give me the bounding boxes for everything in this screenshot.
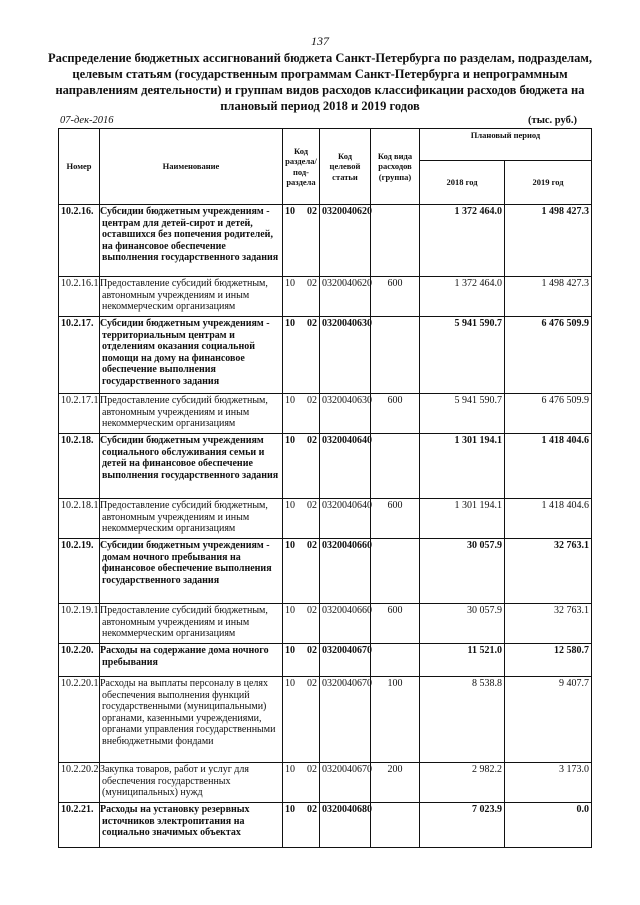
subsection-code: 02 — [307, 395, 317, 406]
row-name: Предоставление субсидий бюджетным, автономным учреждениям и иным некоммерческим организациям — [100, 604, 283, 644]
row-amount-2018: 30 057.9 — [420, 539, 505, 604]
row-amount-2018: 1 372 464.0 — [420, 277, 505, 317]
subsection-code: 02 — [307, 318, 317, 329]
row-article-code: 0320040640 — [320, 499, 371, 539]
row-article-code: 0320040670 — [320, 677, 371, 763]
row-number: 10.2.21. — [59, 803, 100, 848]
row-group-code — [371, 803, 420, 848]
table-body — [59, 205, 592, 848]
row-number: 10.2.20.2 — [59, 763, 100, 803]
row-article-code: 0320040680 — [320, 803, 371, 848]
table-row — [59, 499, 592, 539]
row-section-code — [283, 317, 320, 394]
row-group-code: 600 — [371, 394, 420, 434]
subsection-code: 02 — [307, 435, 317, 446]
row-group-code: 600 — [371, 277, 420, 317]
row-name: Субсидии бюджетным учреждениям социального обслуживания семьи и детей на финансовое обеспечение выполнения государственного задания — [100, 434, 283, 499]
row-group-code — [371, 644, 420, 677]
subsection-code: 02 — [307, 645, 317, 656]
row-group-code — [371, 434, 420, 499]
row-section-code — [283, 763, 320, 803]
section-code: 10 — [285, 645, 295, 656]
row-amount-2019: 1 498 427.3 — [505, 277, 592, 317]
row-article-code: 0320040640 — [320, 434, 371, 499]
section-code: 10 — [285, 435, 295, 446]
row-section-code — [283, 277, 320, 317]
row-amount-2018: 5 941 590.7 — [420, 394, 505, 434]
row-amount-2019: 32 763.1 — [505, 604, 592, 644]
row-name: Субсидии бюджетным учреждениям - центрам для детей-сирот и детей, оставшихся без попечения родителей, на финансовое обеспечение выполнения государственного задания — [100, 205, 283, 277]
row-section-code — [283, 205, 320, 277]
section-code: 10 — [285, 500, 295, 511]
section-code: 10 — [285, 318, 295, 329]
row-section-code — [283, 394, 320, 434]
row-amount-2018: 2 982.2 — [420, 763, 505, 803]
row-name: Расходы на содержание дома ночного пребывания — [100, 644, 283, 677]
row-number: 10.2.18.1 — [59, 499, 100, 539]
table-row — [59, 317, 592, 394]
row-amount-2018: 7 023.9 — [420, 803, 505, 848]
header-number: Номер — [59, 129, 100, 205]
row-name: Субсидии бюджетным учреждениям - территориальным центрам и отделениям оказания социальной помощи на дому на финансовое обеспечение выполнения государственного задания — [100, 317, 283, 394]
row-name: Субсидии бюджетным учреждениям - домам ночного пребывания на финансовое обеспечение выполнения государственного задания — [100, 539, 283, 604]
row-amount-2018: 1 301 194.1 — [420, 434, 505, 499]
units-label: (тыс. руб.) — [528, 115, 577, 126]
row-article-code: 0320040630 — [320, 394, 371, 434]
row-number: 10.2.17.1 — [59, 394, 100, 434]
row-amount-2018: 1 301 194.1 — [420, 499, 505, 539]
row-amount-2019: 32 763.1 — [505, 539, 592, 604]
row-number: 10.2.16.1 — [59, 277, 100, 317]
row-amount-2018: 5 941 590.7 — [420, 317, 505, 394]
table-row — [59, 644, 592, 677]
row-amount-2019: 3 173.0 — [505, 763, 592, 803]
header-section: Код раздела/ под-раздела — [283, 129, 320, 205]
row-name: Расходы на установку резервных источников электропитания на социально значимых объектах — [100, 803, 283, 848]
header-group: Код вида расходов (группа) — [371, 129, 420, 205]
section-code: 10 — [285, 605, 295, 616]
row-section-code — [283, 644, 320, 677]
header-name: Наименование — [100, 129, 283, 205]
section-code: 10 — [285, 206, 295, 217]
row-number: 10.2.20.1 — [59, 677, 100, 763]
section-code: 10 — [285, 678, 295, 689]
row-number: 10.2.19. — [59, 539, 100, 604]
document-date: 07-дек-2016 — [60, 115, 114, 126]
subsection-code: 02 — [307, 764, 317, 775]
section-code: 10 — [285, 278, 295, 289]
row-article-code: 0320040670 — [320, 763, 371, 803]
row-number: 10.2.16. — [59, 205, 100, 277]
subsection-code: 02 — [307, 500, 317, 511]
row-amount-2019: 6 476 509.9 — [505, 317, 592, 394]
row-article-code: 0320040620 — [320, 277, 371, 317]
table-row — [59, 394, 592, 434]
row-article-code: 0320040630 — [320, 317, 371, 394]
table-row — [59, 763, 592, 803]
table-header — [59, 129, 592, 205]
row-amount-2018: 8 538.8 — [420, 677, 505, 763]
row-number: 10.2.19.1 — [59, 604, 100, 644]
table-row — [59, 677, 592, 763]
row-amount-2019: 1 498 427.3 — [505, 205, 592, 277]
table-row — [59, 277, 592, 317]
row-article-code: 0320040620 — [320, 205, 371, 277]
section-code: 10 — [285, 395, 295, 406]
row-amount-2019: 1 418 404.6 — [505, 434, 592, 499]
subsection-code: 02 — [307, 540, 317, 551]
row-group-code: 600 — [371, 499, 420, 539]
table-row — [59, 205, 592, 277]
section-code: 10 — [285, 804, 295, 815]
row-name: Предоставление субсидий бюджетным, автономным учреждениям и иным некоммерческим организациям — [100, 277, 283, 317]
row-number: 10.2.18. — [59, 434, 100, 499]
header-article: Код целевой статьи — [320, 129, 371, 205]
row-number: 10.2.20. — [59, 644, 100, 677]
row-section-code — [283, 539, 320, 604]
row-section-code — [283, 434, 320, 499]
budget-table — [58, 128, 592, 848]
row-amount-2019: 9 407.7 — [505, 677, 592, 763]
table-row — [59, 539, 592, 604]
subsection-code: 02 — [307, 278, 317, 289]
row-name: Расходы на выплаты персоналу в целях обеспечения выполнения функций государственными (муниципальными) органами, казенными учреждениями, органами управления государственными внебюджетными фондами — [100, 677, 283, 763]
section-code: 10 — [285, 540, 295, 551]
row-article-code: 0320040670 — [320, 644, 371, 677]
row-amount-2019: 12 580.7 — [505, 644, 592, 677]
row-section-code — [283, 803, 320, 848]
row-section-code — [283, 499, 320, 539]
row-article-code: 0320040660 — [320, 604, 371, 644]
row-amount-2019: 6 476 509.9 — [505, 394, 592, 434]
header-plan-period: Плановый период — [420, 129, 592, 161]
subsection-code: 02 — [307, 605, 317, 616]
row-section-code — [283, 604, 320, 644]
row-group-code — [371, 205, 420, 277]
row-section-code — [283, 677, 320, 763]
row-name: Закупка товаров, работ и услуг для обеспечения государственных (муниципальных) нужд — [100, 763, 283, 803]
header-2019: 2019 год — [505, 161, 592, 205]
table-row — [59, 604, 592, 644]
subsection-code: 02 — [307, 678, 317, 689]
row-group-code: 200 — [371, 763, 420, 803]
header-2018: 2018 год — [420, 161, 505, 205]
row-article-code: 0320040660 — [320, 539, 371, 604]
page-number: 137 — [311, 34, 329, 48]
row-group-code — [371, 317, 420, 394]
row-amount-2019: 1 418 404.6 — [505, 499, 592, 539]
row-name: Предоставление субсидий бюджетным, автономным учреждениям и иным некоммерческим организациям — [100, 499, 283, 539]
row-amount-2018: 1 372 464.0 — [420, 205, 505, 277]
row-group-code — [371, 539, 420, 604]
table-row — [59, 434, 592, 499]
row-number: 10.2.17. — [59, 317, 100, 394]
section-code: 10 — [285, 764, 295, 775]
row-amount-2018: 30 057.9 — [420, 604, 505, 644]
subsection-code: 02 — [307, 804, 317, 815]
row-group-code: 100 — [371, 677, 420, 763]
page-title: Распределение бюджетных ассигнований бюджета Санкт-Петербурга по разделам, подразделам, целевым статьям (государственным программам Санкт-Петербурга и непрограммным направлениям деятельности) и группам видов расходов классификации расходов бюджета на плановый период 2018 и 2019 годов — [47, 51, 593, 113]
row-group-code: 600 — [371, 604, 420, 644]
table-row — [59, 803, 592, 848]
subsection-code: 02 — [307, 206, 317, 217]
row-amount-2019: 0.0 — [505, 803, 592, 848]
row-name: Предоставление субсидий бюджетным, автономным учреждениям и иным некоммерческим организациям — [100, 394, 283, 434]
row-amount-2018: 11 521.0 — [420, 644, 505, 677]
